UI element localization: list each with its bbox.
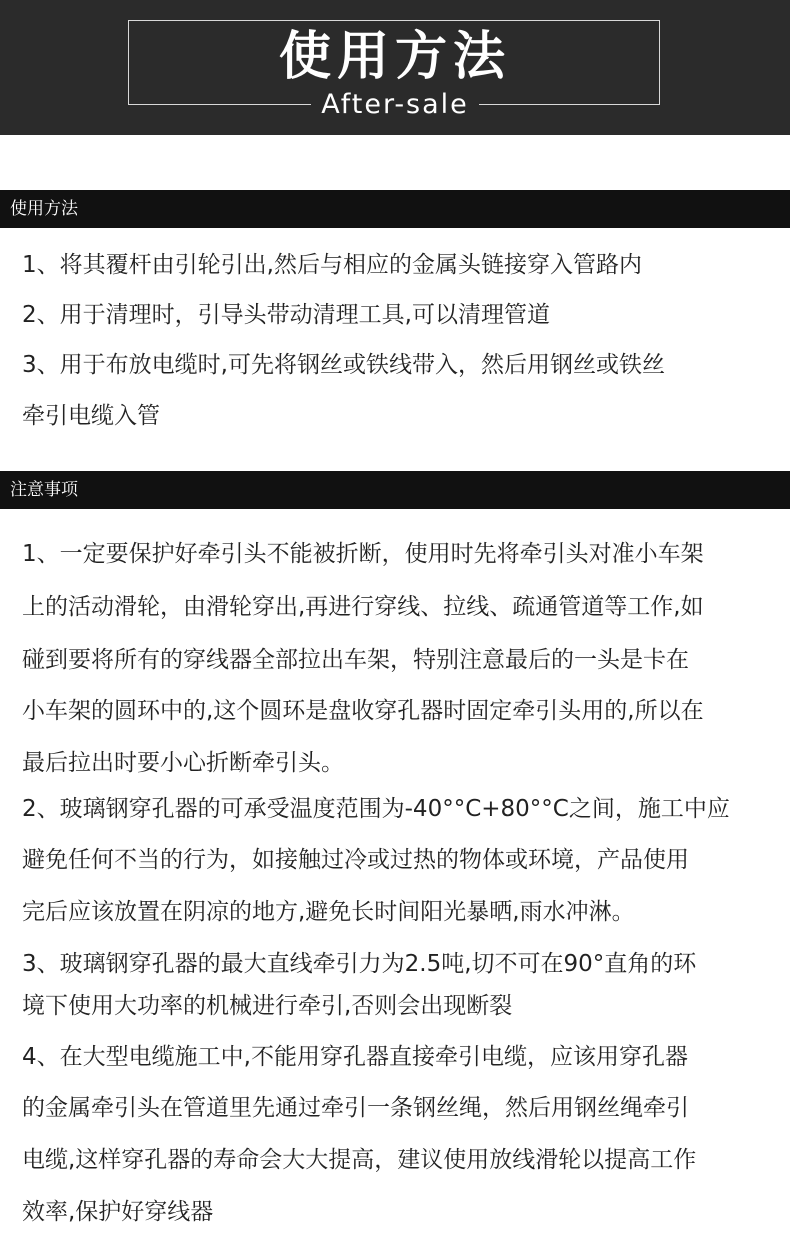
page-title-text: 使用方法 (265, 27, 525, 87)
notes-section-heading: 注意事项 (0, 471, 790, 509)
notes-line-9: 3、玻璃钢穿孔器的最大直线牵引力为2.5吨,切不可在90°直角的环 (22, 951, 697, 977)
notes-line-3: 碰到要将所有的穿线器全部拉出车架，特别注意最后的一头是卡在 (22, 647, 689, 673)
usage-line-4: 牵引电缆入管 (22, 403, 160, 429)
page-subtitle (0, 88, 790, 122)
notes-line-13: 电缆,这样穿孔器的寿命会大大提高，建议使用放线滑轮以提高工作 (22, 1147, 697, 1173)
notes-line-8: 完后应该放置在阴凉的地方,避免长时间阳光暴晒,雨水冲淋。 (22, 899, 635, 925)
notes-line-7: 避免任何不当的行为，如接触过冷或过热的物体或环境，产品使用 (22, 847, 689, 873)
usage-section-heading: 使用方法 (0, 190, 790, 228)
usage-line-2: 2、用于清理时，引导头带动清理工具,可以清理管道 (22, 302, 550, 328)
notes-line-1: 1、一定要保护好牵引头不能被折断，使用时先将牵引头对准小车架 (22, 541, 704, 567)
usage-line-1: 1、将其覆杆由引轮引出,然后与相应的金属头链接穿入管路内 (22, 252, 642, 278)
notes-line-6: 2、玻璃钢穿孔器的可承受温度范围为-40°°C+80°°C之间，施工中应 (22, 796, 730, 822)
notes-line-11: 4、在大型电缆施工中,不能用穿孔器直接牵引电缆，应该用穿孔器 (22, 1044, 688, 1070)
notes-line-12: 的金属牵引头在管道里先通过牵引一条钢丝绳，然后用钢丝绳牵引 (22, 1095, 689, 1121)
notes-line-10: 境下使用大功率的机械进行牵引,否则会出现断裂 (22, 993, 513, 1019)
notes-line-4: 小车架的圆环中的,这个圆环是盘收穿孔器时固定牵引头用的,所以在 (22, 698, 704, 724)
notes-line-14: 效率,保护好穿线器 (22, 1199, 214, 1225)
page-title (0, 27, 790, 87)
usage-line-3: 3、用于布放电缆时,可先将钢丝或铁线带入，然后用钢丝或铁丝 (22, 352, 665, 378)
notes-line-2: 上的活动滑轮，由滑轮穿出,再进行穿线、拉线、疏通管道等工作,如 (22, 594, 704, 620)
notes-line-5: 最后拉出时要小心折断牵引头。 (22, 750, 344, 776)
header-banner (0, 0, 790, 135)
page-subtitle-text: After-sale (311, 89, 479, 120)
